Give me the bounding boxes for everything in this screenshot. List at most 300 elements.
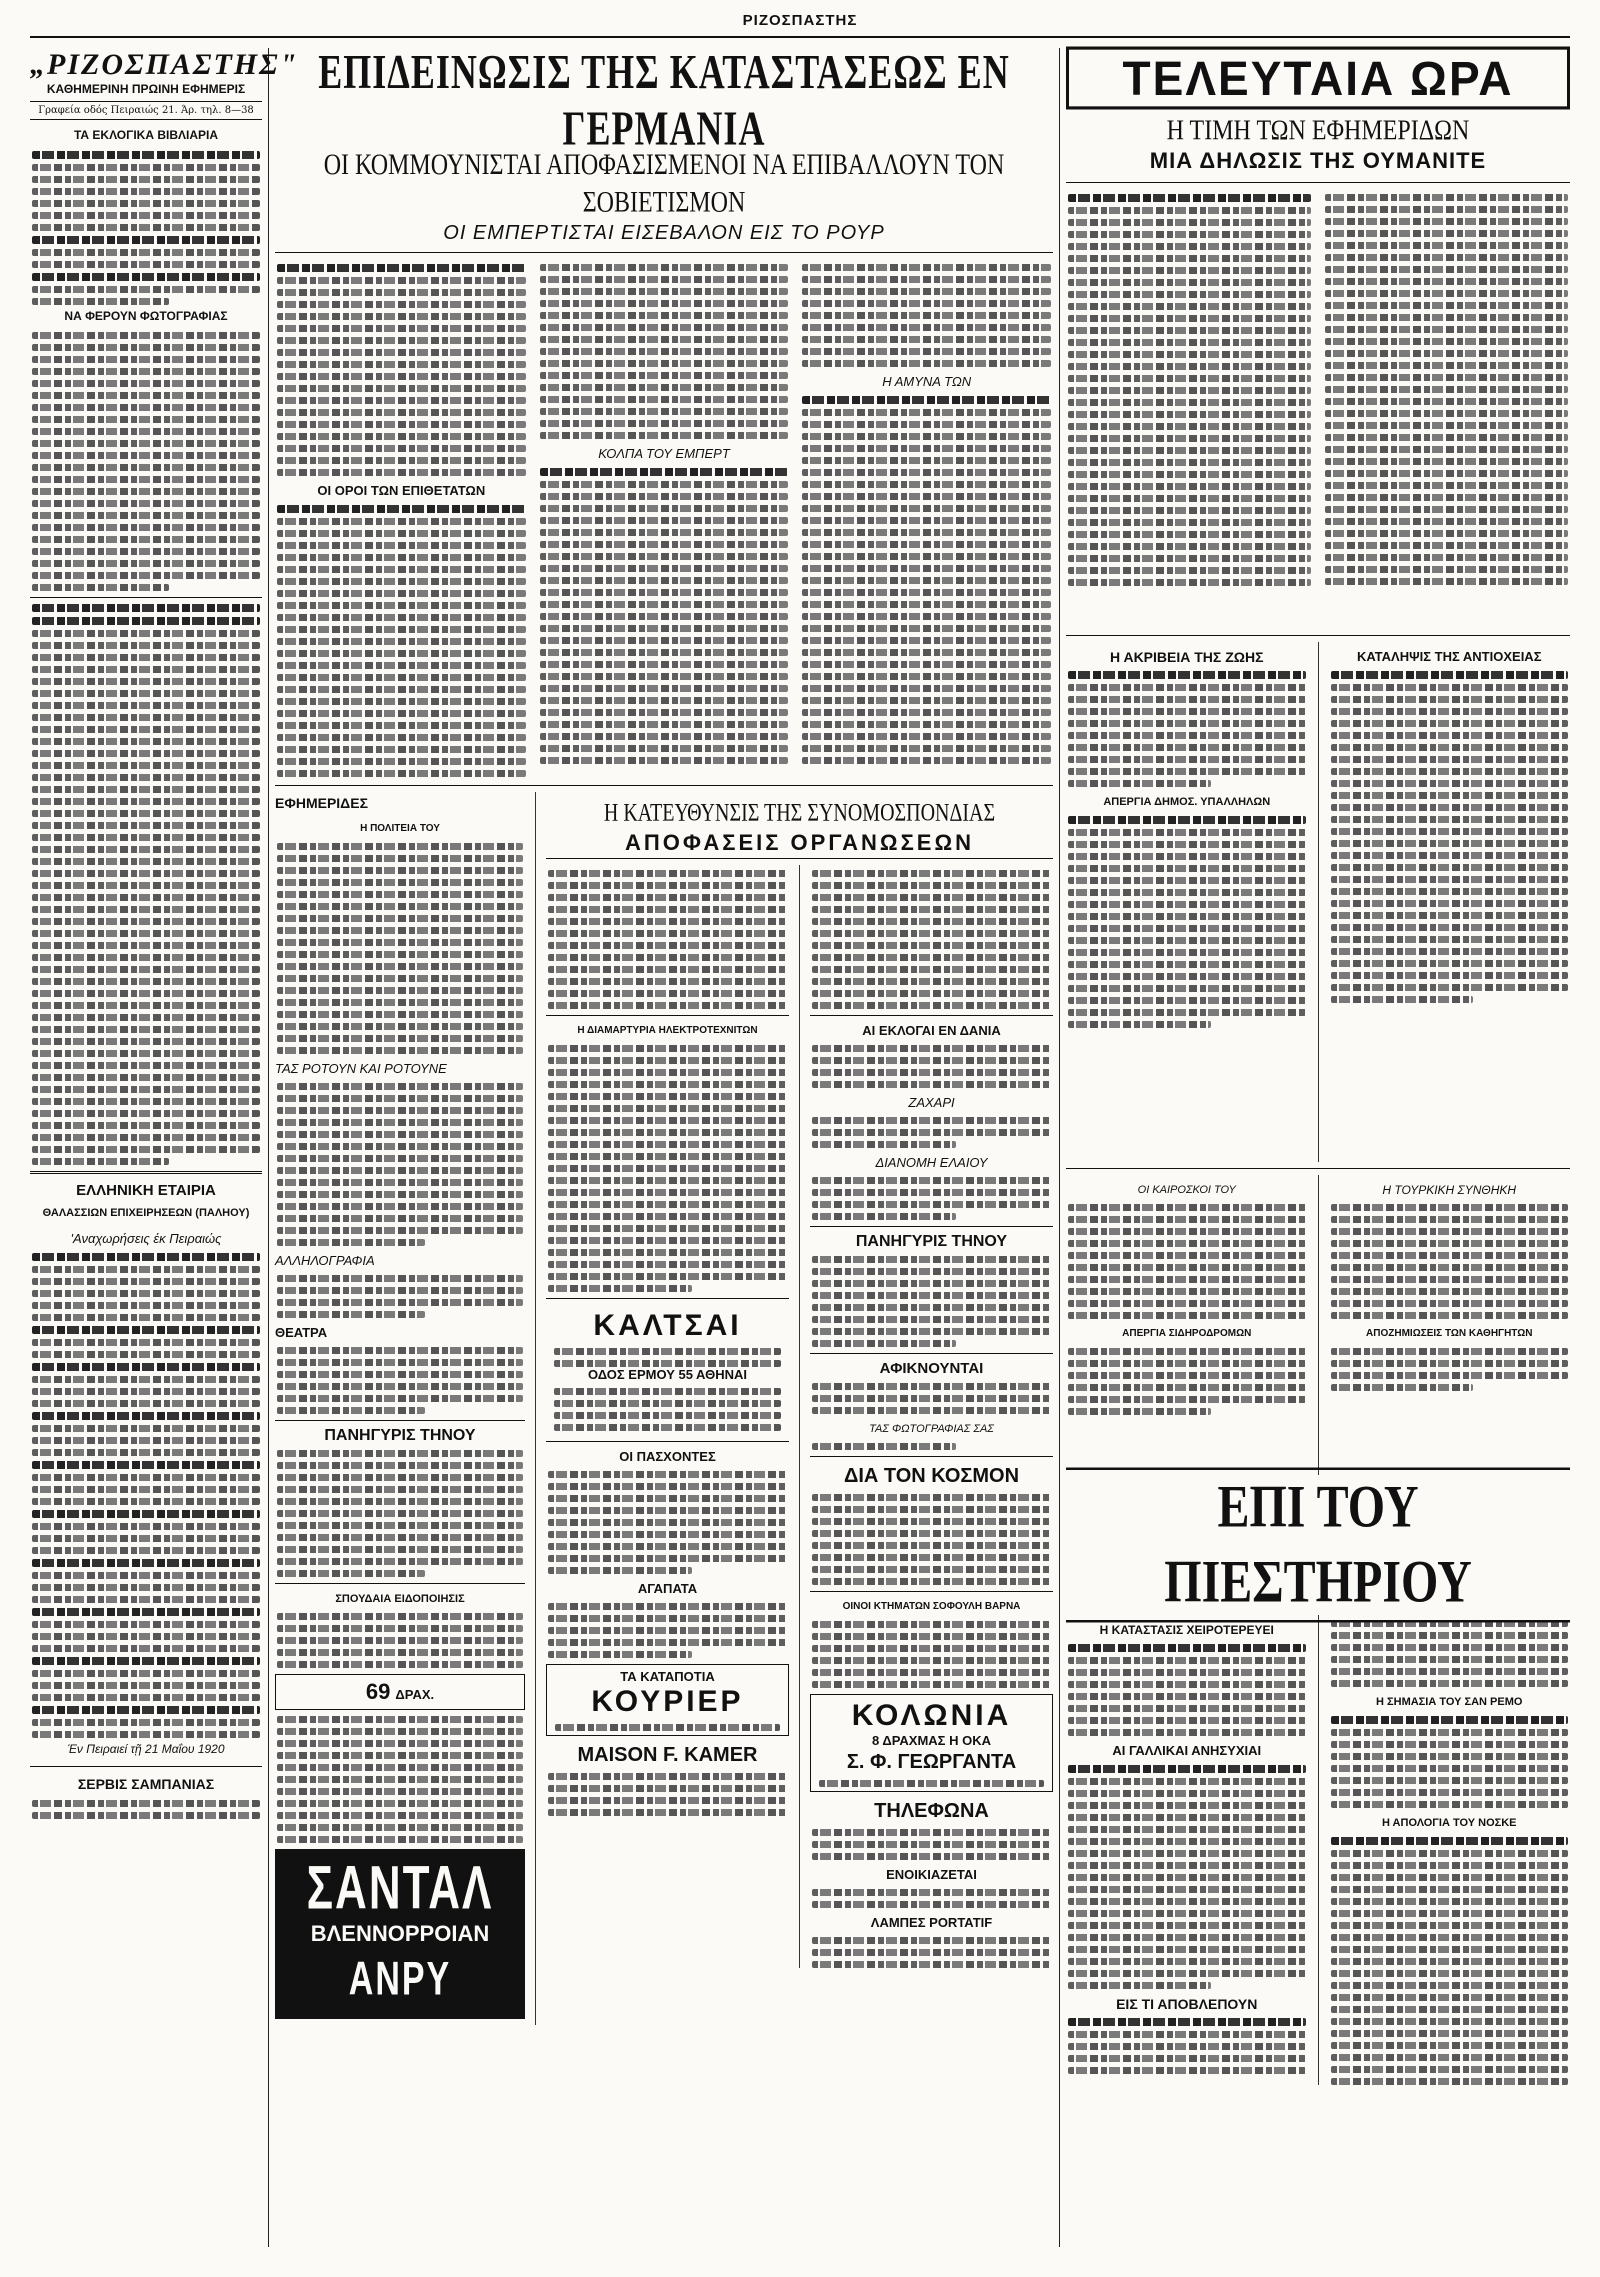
text-line [1068, 471, 1311, 478]
divider [1066, 1168, 1570, 1169]
divider [546, 1441, 789, 1442]
text-line [32, 762, 260, 769]
text-line [812, 1681, 1051, 1688]
text-line [540, 709, 789, 716]
text-line [32, 930, 260, 937]
text-line [1068, 720, 1306, 727]
text-line [1068, 243, 1311, 250]
text-line [554, 1424, 781, 1431]
text-line [32, 726, 260, 733]
text-line [277, 445, 526, 452]
text-line [32, 1812, 260, 1819]
text-line [548, 1213, 787, 1220]
text-line [1068, 1934, 1306, 1941]
section-worse: Η ΚΑΤΑΣΤΑΣΙΣ ΧΕΙΡΟΤΕΡΕΥΕΙ [1099, 1623, 1274, 1637]
text-line [277, 397, 526, 404]
text-line [1068, 339, 1311, 346]
text-line [540, 541, 789, 548]
section-sanremo: Η ΣΗΜΑΣΙΑ ΤΟΥ ΣΑΝ ΡΕΜΟ [1376, 1696, 1523, 1708]
text-line [1331, 1801, 1569, 1808]
text-line [1068, 2018, 1306, 2026]
text-line [1068, 1657, 1306, 1664]
text-line [1068, 1982, 1211, 1989]
text-line [548, 906, 787, 913]
text-line [32, 452, 260, 459]
text-line [540, 264, 789, 271]
text-line [32, 1026, 260, 1033]
text-line [32, 440, 260, 447]
section-panigyris: ΠΑΝΗΓΥΡΙΣ ΤΗΝΟΥ [324, 1427, 476, 1444]
text-line [1331, 1741, 1569, 1748]
text-line [1331, 1898, 1569, 1905]
text-line [540, 432, 789, 439]
text-line [1068, 696, 1306, 703]
text-line [1068, 1838, 1306, 1845]
text-line [1331, 2018, 1569, 2025]
text-line [1068, 1264, 1306, 1271]
text-line [554, 1388, 781, 1395]
text-line [812, 1443, 956, 1450]
text-line [554, 1348, 781, 1355]
text-line [802, 745, 1051, 752]
text-line [540, 649, 789, 656]
text-line [1325, 434, 1568, 441]
text-line [1068, 1681, 1306, 1688]
left-column [30, 48, 299, 2247]
price-ad [275, 1674, 525, 1710]
text-line [1325, 254, 1568, 261]
text-line [1068, 315, 1311, 322]
text-line [277, 879, 523, 886]
text-line [812, 1889, 1051, 1896]
text-line [812, 1407, 1051, 1414]
text-line [32, 1050, 260, 1057]
text-line [32, 630, 260, 637]
divider [810, 1226, 1053, 1227]
text-line [1068, 768, 1306, 775]
text-line [277, 903, 523, 910]
text-line [802, 673, 1051, 680]
text-line [1331, 1228, 1569, 1235]
text-line [32, 738, 260, 745]
text-line [812, 966, 1051, 973]
text-line [32, 1326, 260, 1334]
subsection-defense: Η ΑΜΥΝΑ ΤΩΝ [882, 374, 972, 389]
text-line [32, 176, 260, 183]
text-line [32, 750, 260, 757]
text-line [819, 1780, 1044, 1787]
text-line [277, 1383, 523, 1390]
text-line [32, 978, 260, 985]
text-line [1325, 242, 1568, 249]
text-line [1068, 1778, 1306, 1785]
text-line [277, 1107, 523, 1114]
text-line [1331, 1765, 1569, 1772]
text-line [277, 301, 526, 308]
text-line [1331, 804, 1569, 811]
text-line [277, 638, 526, 645]
text-line [548, 1117, 787, 1124]
text-line [1068, 459, 1311, 466]
text-line [1068, 756, 1306, 763]
text-line [32, 966, 260, 973]
text-line [1325, 218, 1568, 225]
divider [546, 858, 1053, 859]
text-line [802, 312, 1051, 319]
text-line [548, 966, 787, 973]
text-line [540, 745, 789, 752]
text-line [1325, 314, 1568, 321]
text-line [32, 500, 260, 507]
text-line [277, 313, 526, 320]
text-line [277, 1131, 523, 1138]
divider [275, 785, 1053, 786]
text-line [277, 1625, 523, 1632]
text-line [32, 1122, 260, 1129]
text-line [32, 990, 260, 997]
text-line [1331, 1312, 1569, 1319]
text-line [1068, 1946, 1306, 1953]
text-line [32, 654, 260, 661]
text-line [32, 332, 260, 339]
text-line [1331, 1372, 1569, 1379]
text-line [802, 625, 1051, 632]
text-line [1068, 291, 1311, 298]
text-line [32, 464, 260, 471]
office-address: Γραφεία οδός Πειραιώς 21. Άρ. τηλ. 8—38 [30, 101, 262, 120]
text-line [277, 1083, 523, 1090]
text-line [812, 1669, 1051, 1676]
text-line [32, 1621, 260, 1628]
text-line [540, 625, 789, 632]
text-line [802, 757, 1051, 764]
text-line [277, 698, 526, 705]
text-line [1331, 2042, 1569, 2049]
text-line [277, 289, 526, 296]
text-line [277, 674, 526, 681]
text-line [1325, 470, 1568, 477]
text-line [812, 1057, 1051, 1064]
text-line [1331, 792, 1569, 799]
santal-ad [275, 1849, 525, 2019]
text-line [802, 433, 1051, 440]
section-sugar: ΖΑΧΑΡΙ [908, 1095, 955, 1110]
divider [1318, 1175, 1319, 1475]
text-line [548, 1797, 787, 1804]
text-line [548, 1809, 787, 1816]
text-line [277, 1812, 523, 1819]
text-line [32, 1608, 260, 1616]
text-line [540, 324, 789, 331]
text-line [548, 1201, 787, 1208]
section-correspondence: ΑΛΛΗΛΟΓΡΑΦΙΑ [275, 1253, 375, 1268]
text-line [277, 1155, 523, 1162]
text-line [1325, 530, 1568, 537]
text-line [1331, 912, 1569, 919]
text-line [540, 384, 789, 391]
kaltsai-ad [546, 1305, 789, 1435]
text-line [1325, 494, 1568, 501]
text-line [1331, 1910, 1569, 1917]
text-line [548, 1615, 787, 1622]
section-kairoi: ΟΙ ΚΑΙΡΟΣΚΟΙ ΤΟΥ [1137, 1184, 1236, 1196]
text-line [1068, 853, 1306, 860]
text-line [277, 1299, 523, 1306]
text-line [812, 1069, 1051, 1076]
text-line [32, 1376, 260, 1383]
text-line [548, 1141, 787, 1148]
text-line [32, 572, 260, 579]
section-cosmos: ΔΙΑ ΤΟΝ ΚΟΣΜΟΝ [843, 1465, 1020, 1487]
text-line [1325, 518, 1568, 525]
text-line [548, 1555, 787, 1562]
text-line [1325, 350, 1568, 357]
text-line [540, 565, 789, 572]
kourier-ad-title: ΚΟΥΡΙΕΡ [591, 1685, 744, 1718]
text-line [32, 1731, 260, 1738]
text-line [277, 457, 526, 464]
photo-ad: ΤΑΣ ΦΩΤΟΓΡΑΦΙΑΣ ΣΑΣ [869, 1423, 994, 1435]
text-line [812, 1280, 1051, 1287]
text-line [812, 1213, 956, 1220]
text-line [277, 662, 526, 669]
text-line [32, 560, 260, 567]
text-line [540, 721, 789, 728]
text-line [540, 733, 789, 740]
text-line [32, 942, 260, 949]
text-line [1331, 1348, 1569, 1355]
divider [30, 597, 262, 598]
text-line [277, 373, 526, 380]
text-line [812, 1937, 1051, 1944]
text-line [1331, 1946, 1569, 1953]
text-line [277, 722, 526, 729]
date-note: Έν Πειραιεί τῇ 21 Μαΐου 1920 [67, 1742, 225, 1756]
telephones-ad: ΤΗΛΕΦΩΝΑ [874, 1800, 989, 1822]
text-line [32, 666, 260, 673]
text-line [32, 536, 260, 543]
text-line [548, 954, 787, 961]
text-line [540, 661, 789, 668]
text-line [277, 1474, 523, 1481]
section-elections: ΑΙ ΕΚΛΟΓΑΙ ΕΝ ΔΑΝΙΑ [862, 1023, 1001, 1038]
divider [535, 792, 536, 2025]
text-line [1068, 531, 1311, 538]
text-line [1068, 351, 1311, 358]
text-line [548, 870, 787, 877]
divider [275, 1420, 525, 1421]
text-line [812, 1292, 1051, 1299]
text-line [812, 1829, 1051, 1836]
text-line [1068, 1312, 1306, 1319]
text-line [32, 954, 260, 961]
text-line [1331, 1204, 1569, 1211]
right-subheadline: ΜΙΑ ΔΗΛΩΣΙΣ ΤΗΣ ΟΥΜΑΝΙΤΕ [1149, 148, 1487, 173]
text-line [548, 1543, 787, 1550]
text-line [1331, 1970, 1569, 1977]
text-line [1331, 768, 1569, 775]
text-line [277, 758, 526, 765]
text-line [32, 1596, 260, 1603]
text-line [277, 505, 526, 513]
text-line [802, 709, 1051, 716]
text-line [554, 1400, 781, 1407]
text-line [32, 1002, 260, 1009]
text-line [812, 1268, 1051, 1275]
text-line [1068, 841, 1306, 848]
text-line [1331, 1276, 1569, 1283]
text-line [1068, 925, 1306, 932]
text-line [277, 843, 523, 850]
text-line [1068, 1408, 1211, 1415]
text-line [812, 1506, 1051, 1513]
text-line [802, 493, 1051, 500]
text-line [1068, 579, 1311, 586]
text-line [812, 1002, 1051, 1009]
text-line [540, 288, 789, 295]
text-line [548, 978, 787, 985]
text-line [1068, 1669, 1306, 1676]
kamer-ad-title: MAISON F. KAMER [577, 1744, 758, 1766]
text-line [277, 614, 526, 621]
price-ad-unit: ΔΡΑΧ. [395, 1687, 435, 1702]
text-line [1068, 519, 1311, 526]
text-line [1331, 2066, 1569, 2073]
text-line [540, 336, 789, 343]
divider [810, 1015, 1053, 1016]
text-line [1068, 483, 1311, 490]
text-line [277, 421, 526, 428]
text-line [1331, 1934, 1569, 1941]
text-line [277, 1776, 523, 1783]
text-line [1068, 889, 1306, 896]
text-line [32, 1572, 260, 1579]
text-line [540, 757, 789, 764]
text-line [548, 1045, 787, 1052]
text-line [802, 529, 1051, 536]
divider [810, 1456, 1053, 1457]
text-line [548, 1249, 787, 1256]
section-oil: ΔΙΑΝΟΜΗ ΕΛΑΙΟΥ [875, 1155, 988, 1170]
text-line [1068, 1228, 1306, 1235]
text-line [548, 894, 787, 901]
text-line [32, 1474, 260, 1481]
text-line [548, 1165, 787, 1172]
text-line [277, 1800, 523, 1807]
section-aim: ΕΙΣ ΤΙ ΑΠΟΒΛΕΠΟΥΝ [1116, 1996, 1258, 2012]
text-line [277, 770, 526, 777]
text-line [277, 566, 526, 573]
text-line [548, 942, 787, 949]
text-line [277, 1534, 523, 1541]
text-line [32, 1014, 260, 1021]
text-line [1068, 1276, 1306, 1283]
text-line [548, 1237, 787, 1244]
text-line [277, 469, 526, 476]
text-line [277, 1462, 523, 1469]
text-line [802, 721, 1051, 728]
text-line [1068, 1300, 1306, 1307]
text-line [554, 1412, 781, 1419]
text-line [1068, 1910, 1306, 1917]
text-line [32, 1584, 260, 1591]
text-line [277, 1522, 523, 1529]
text-line [802, 324, 1051, 331]
text-line [1331, 1288, 1569, 1295]
text-line [548, 1225, 787, 1232]
text-line [32, 1134, 260, 1141]
text-line [540, 408, 789, 415]
text-line [548, 1519, 787, 1526]
text-line [277, 1371, 523, 1378]
text-line [1068, 194, 1311, 202]
text-line [540, 300, 789, 307]
masthead: „ΡΙΖΟΣΠΑΣΤΗΣ" [30, 48, 299, 81]
text-line [1331, 864, 1569, 871]
text-line [1325, 302, 1568, 309]
text-line [1331, 1632, 1569, 1639]
text-line [1325, 542, 1568, 549]
text-line [548, 1177, 787, 1184]
text-line [1068, 949, 1306, 956]
text-line [1068, 1717, 1306, 1724]
text-line [1331, 1716, 1569, 1724]
text-line [812, 1853, 1051, 1860]
text-line [812, 906, 1051, 913]
divider [546, 1015, 789, 1016]
text-line [812, 930, 1051, 937]
text-line [1325, 554, 1568, 561]
text-line [802, 661, 1051, 668]
text-line [802, 589, 1051, 596]
section-agapata: ΑΓΑΠΑΤΑ [637, 1581, 698, 1596]
text-line [1325, 506, 1568, 513]
santal-ad-brand: ΑΝΡΥ [348, 1952, 452, 2006]
text-line [277, 1740, 523, 1747]
text-line [32, 344, 260, 351]
text-line [1068, 507, 1311, 514]
text-line [812, 1383, 1051, 1390]
text-line [812, 1530, 1051, 1537]
text-line [277, 1558, 523, 1565]
text-line [277, 650, 526, 657]
text-line [1068, 961, 1306, 968]
section-title-books: ΤΑ ΕΚΛΟΓΙΚΑ ΒΙΒΛΙΑΡΙΑ [73, 128, 218, 142]
text-line [32, 512, 260, 519]
text-line [548, 1069, 787, 1076]
text-line [1068, 219, 1311, 226]
text-line [1325, 398, 1568, 405]
text-line [32, 702, 260, 709]
text-line [32, 188, 260, 195]
text-line [812, 1304, 1051, 1311]
text-line [277, 963, 523, 970]
text-line [1068, 363, 1311, 370]
text-line [540, 601, 789, 608]
text-line [277, 1716, 523, 1723]
text-line [548, 1081, 787, 1088]
text-line [812, 1256, 1051, 1263]
text-line [1068, 1372, 1306, 1379]
text-line [1068, 2031, 1306, 2038]
text-line [1068, 327, 1311, 334]
text-line [540, 348, 789, 355]
main-subheadline: ΟΙ ΚΟΜΜΟΥΝΙΣΤΑΙ ΑΠΟΦΑΣΙΣΜΕΝΟΙ ΝΑ ΕΠΙΒΑΛΛΟΥΝ ΤΟΝ ΣΟΒΙΕΤΙΣΜΟΝ [323, 149, 1005, 219]
text-line [32, 1038, 260, 1045]
text-line [1331, 2030, 1569, 2037]
text-line [32, 822, 260, 829]
text-line [540, 420, 789, 427]
